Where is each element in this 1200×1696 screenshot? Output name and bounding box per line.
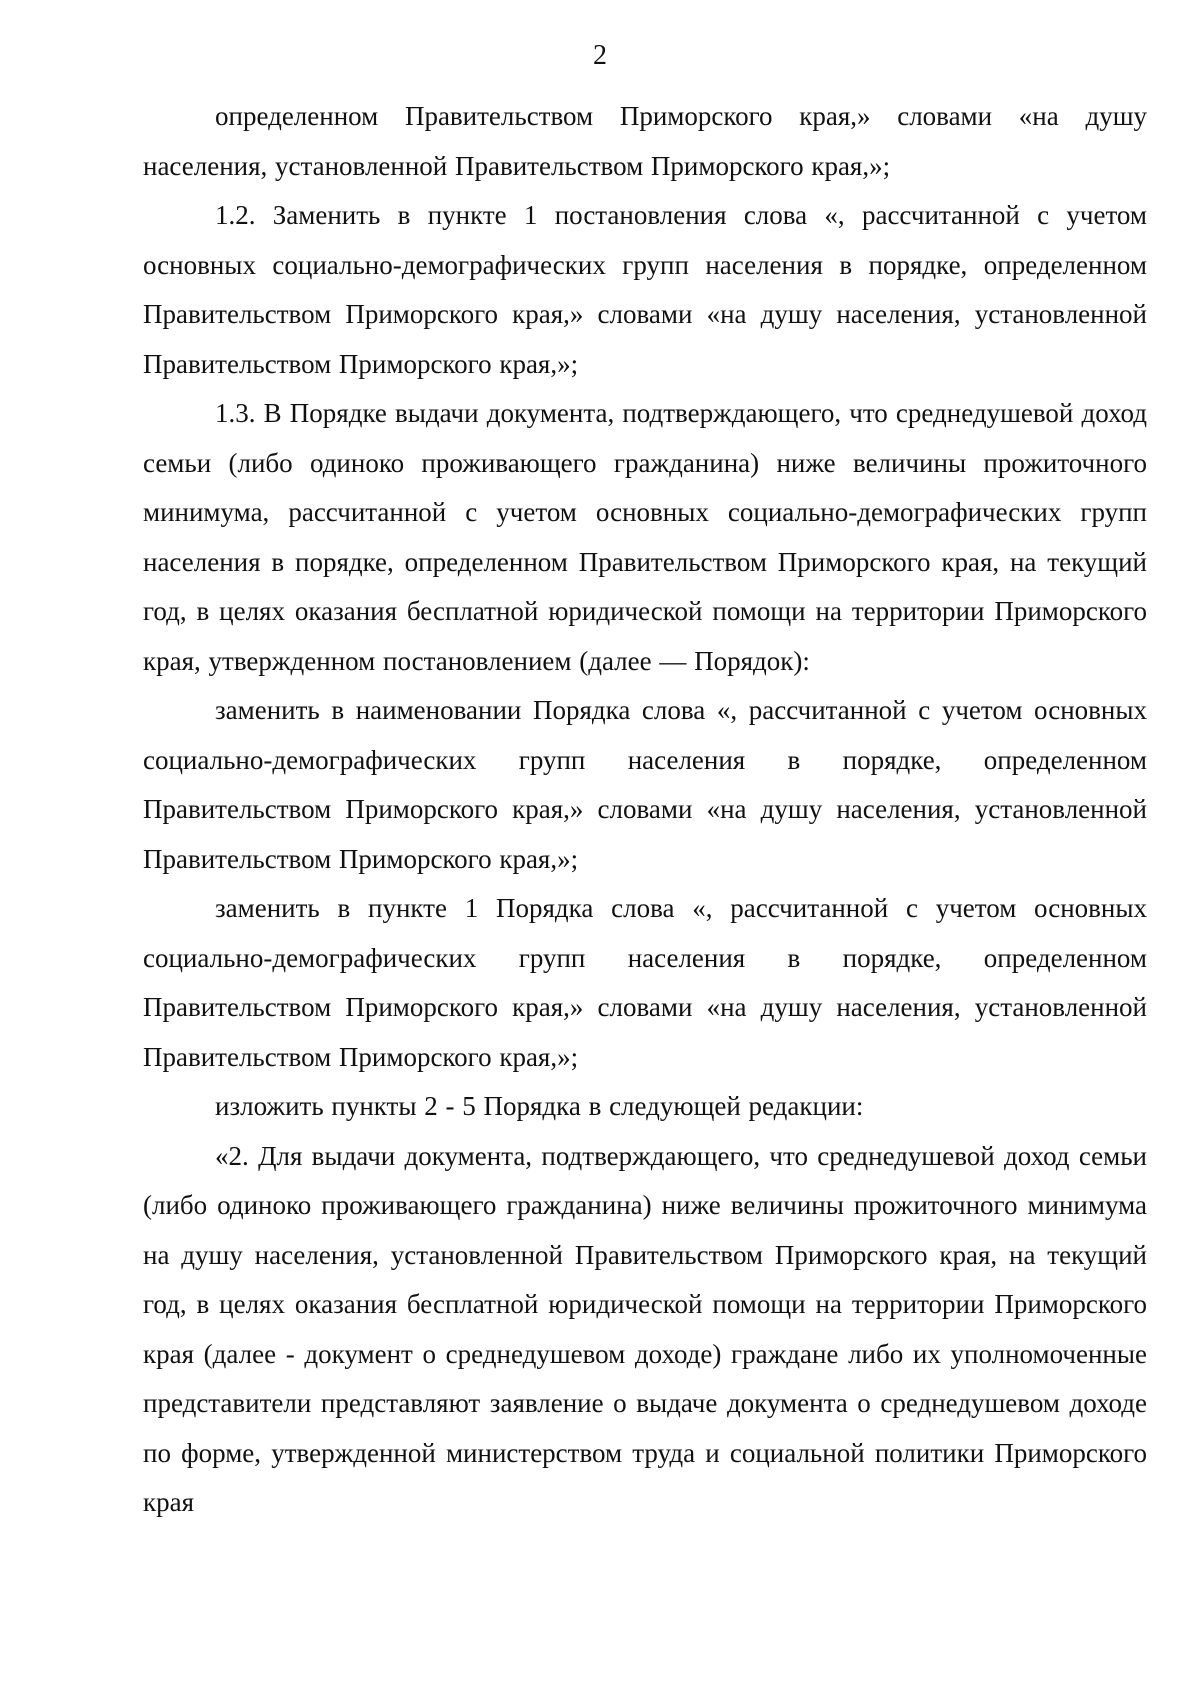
paragraph: изложить пункты 2 - 5 Порядка в следующей редакции: bbox=[215, 1091, 864, 1121]
paragraph: определенном Правительством Приморского края,» словами «на душу населения, установленной Правительством Приморского края,»; bbox=[143, 101, 1147, 181]
paragraph: заменить в пункте 1 Порядка слова «, рассчитанной с учетом основных социально-демографических групп населения в порядке, определенном Правительством Приморского края,» словами «на душу населения, установленной Правительством Приморского края,»; bbox=[143, 893, 1147, 1072]
paragraph: заменить в наименовании Порядка слова «, рассчитанной с учетом основных социально-демографических групп населения в порядке, определенном Правительством Приморского края,» словами «на душу населения, установленной Правительством Приморского края,»; bbox=[143, 695, 1147, 874]
document-body bbox=[143, 92, 1147, 1528]
paragraph: 1.3. В Порядке выдачи документа, подтверждающего, что среднедушевой доход семьи (либо одиноко проживающего гражданина) ниже величины прожиточного минимума, рассчитанной с учетом основных социально-демографических групп населения в порядке, определенном Правительством Приморского края, на текущий год, в целях оказания бесплатной юридической помощи на территории Приморского края, утвержденном постановлением (далее — Порядок): bbox=[143, 398, 1147, 676]
page-number: 2 bbox=[593, 40, 607, 71]
paragraph: 1.2. Заменить в пункте 1 постановления слова «, рассчитанной с учетом основных социально-демографических групп населения в порядке, определенном Правительством Приморского края,» словами «на душу населения, установленной Правительством Приморского края,»; bbox=[143, 200, 1147, 379]
paragraph: «2. Для выдачи документа, подтверждающего, что среднедушевой доход семьи (либо одиноко проживающего гражданина) ниже величины прожиточного минимума на душу населения, установленной Правительством Приморского края, на текущий год, в целях оказания бесплатной юридической помощи на территории Приморского края (далее - документ о среднедушевом доходе) граждане либо их уполномоченные представители представляют заявление о выдаче документа о среднедушевом доходе по форме, утвержденной министерством труда и социальной политики Приморского края bbox=[143, 1140, 1147, 1517]
